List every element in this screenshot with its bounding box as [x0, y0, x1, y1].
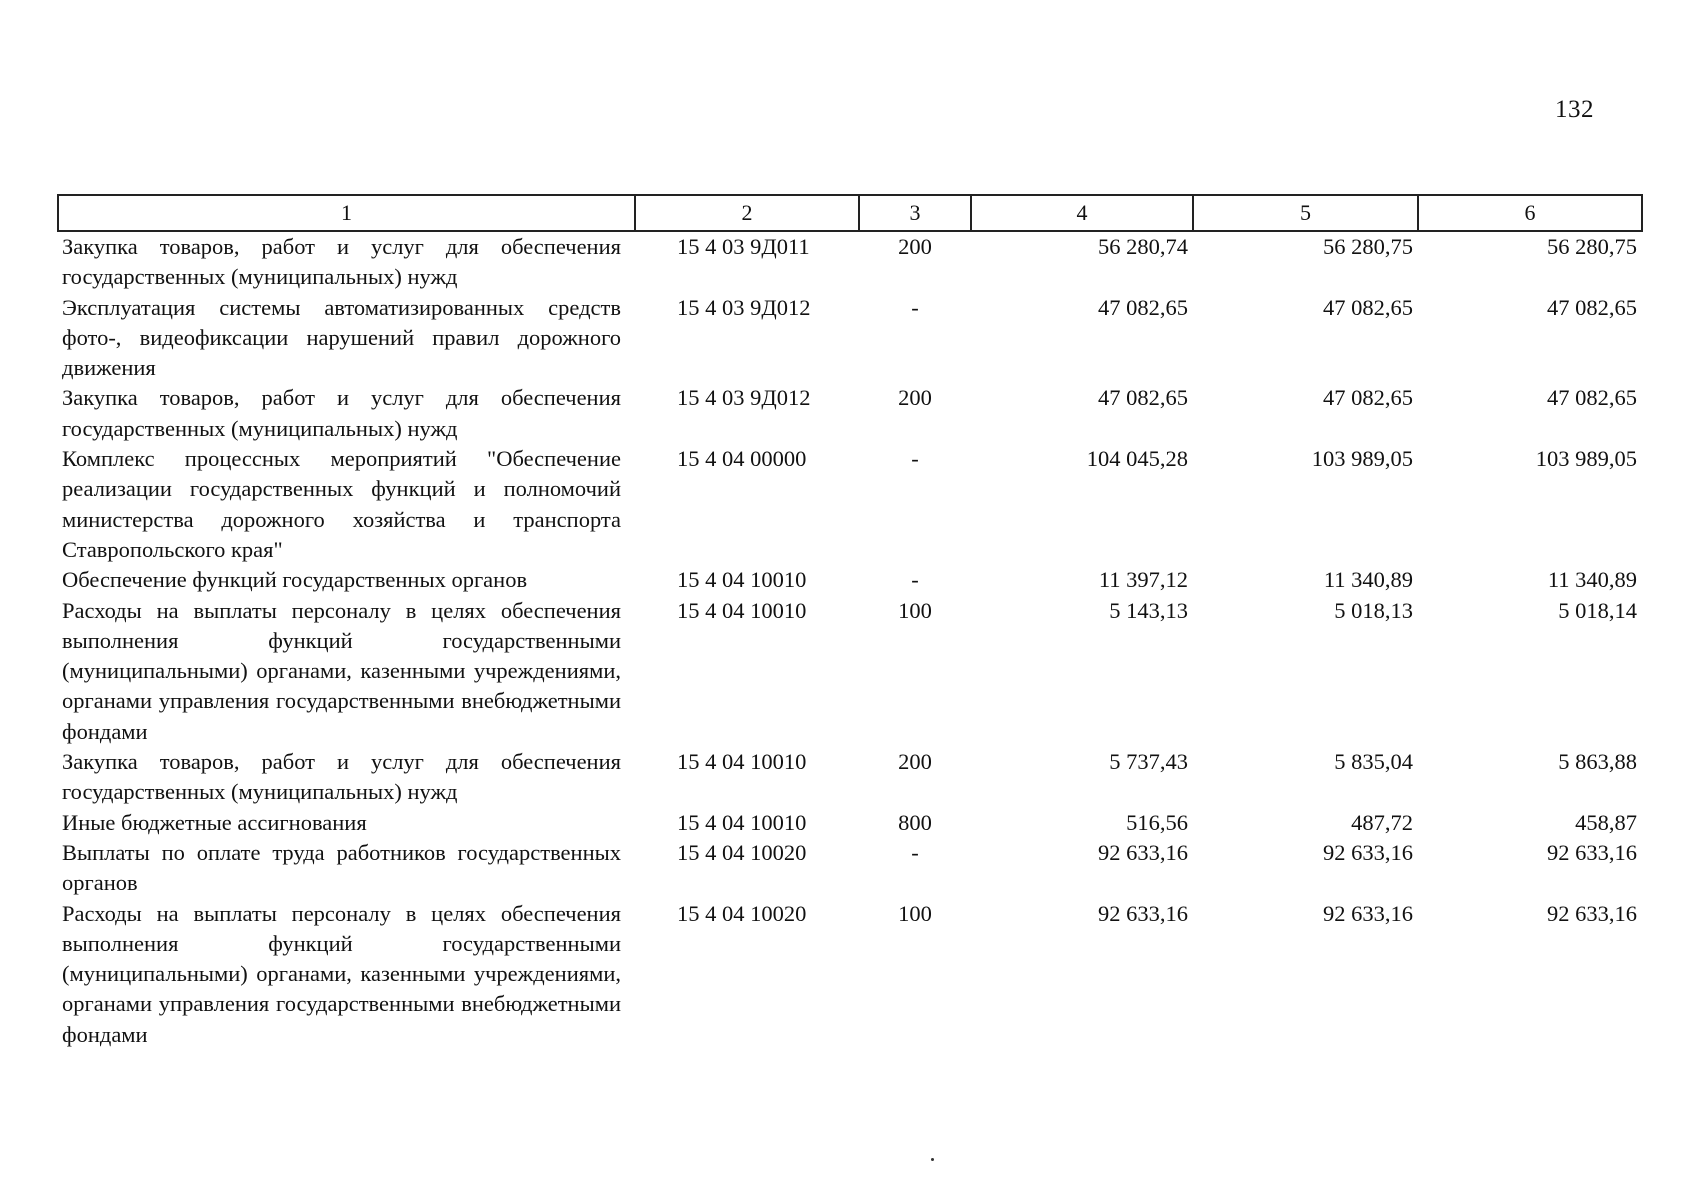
- row-value-1: 92 633,16: [1098, 839, 1188, 865]
- row-name: Расходы на выплаты персоналу в целях обеспечения выполнения функций государственными (муниципальными) органами, казенными учреждениями, органами управления государственными внебюджетными фондами: [62, 597, 621, 744]
- row-value-3: 56 280,75: [1547, 234, 1637, 259]
- column-header-5: 5: [1193, 195, 1418, 231]
- page-number: 132: [1555, 96, 1594, 123]
- row-value-1: 47 082,65: [1098, 294, 1188, 320]
- row-value-1: 47 082,65: [1098, 385, 1188, 411]
- row-code: 15 4 03 9Д011: [677, 234, 810, 259]
- row-expense-type: 200: [898, 385, 932, 411]
- row-value-3: 5 018,14: [1558, 597, 1637, 623]
- column-header-3: 3: [859, 195, 971, 231]
- row-expense-type: -: [911, 294, 919, 320]
- row-name: Закупка товаров, работ и услуг для обеспечения государственных (муниципальных) нужд: [62, 385, 621, 441]
- row-code: 15 4 04 10010: [677, 597, 807, 623]
- row-value-1: 5 737,43: [1109, 749, 1188, 775]
- table-row: [58, 383, 1642, 444]
- row-value-3: 5 863,88: [1558, 749, 1637, 775]
- row-code: 15 4 04 10010: [677, 567, 807, 593]
- row-value-3: 92 633,16: [1547, 900, 1637, 926]
- row-value-2: 92 633,16: [1323, 900, 1413, 926]
- table-header-row: [58, 195, 1642, 231]
- row-value-2: 56 280,75: [1323, 234, 1413, 259]
- table-row: [58, 808, 1642, 838]
- row-value-1: 104 045,28: [1086, 446, 1188, 472]
- table-row: [58, 444, 1642, 565]
- budget-table: [57, 194, 1643, 1050]
- row-name: Закупка товаров, работ и услуг для обеспечения государственных (муниципальных) нужд: [62, 234, 621, 290]
- table-row: [58, 293, 1642, 384]
- row-code: 15 4 04 10020: [677, 839, 807, 865]
- row-expense-type: 100: [898, 900, 932, 926]
- row-value-2: 103 989,05: [1311, 446, 1413, 472]
- row-code: 15 4 04 10020: [677, 900, 807, 926]
- row-name: Выплаты по оплате труда работников государственных органов: [62, 839, 621, 896]
- row-name: Расходы на выплаты персоналу в целях обеспечения выполнения функций государственными (муниципальными) органами, казенными учреждениями, органами управления государственными внебюджетными фондами: [62, 900, 621, 1047]
- row-expense-type: 200: [898, 234, 932, 259]
- row-name: Эксплуатация системы автоматизированных средств фото-, видеофиксации нарушений правил дорожного движения: [62, 294, 621, 381]
- row-value-2: 92 633,16: [1323, 839, 1413, 865]
- row-value-3: 458,87: [1575, 809, 1637, 835]
- row-value-1: 11 397,12: [1098, 567, 1188, 593]
- row-code: 15 4 04 10010: [677, 749, 807, 775]
- row-expense-type: -: [911, 446, 919, 472]
- row-value-3: 11 340,89: [1547, 567, 1637, 593]
- row-expense-type: 100: [898, 597, 932, 623]
- row-value-2: 47 082,65: [1323, 385, 1413, 411]
- row-code: 15 4 03 9Д012: [677, 385, 811, 411]
- row-name: Иные бюджетные ассигнования: [62, 809, 367, 835]
- row-expense-type: 200: [898, 749, 932, 775]
- row-value-3: 47 082,65: [1547, 385, 1637, 411]
- row-name: Обеспечение функций государственных органов: [62, 567, 528, 593]
- column-header-1: 1: [58, 195, 635, 231]
- row-value-3: 103 989,05: [1535, 446, 1637, 472]
- table-row: [58, 596, 1642, 747]
- row-value-1: 5 143,13: [1109, 597, 1188, 623]
- row-code: 15 4 04 00000: [677, 446, 807, 472]
- row-value-1: 516,56: [1126, 809, 1188, 835]
- row-value-2: 11 340,89: [1323, 567, 1413, 593]
- table-row: [58, 899, 1642, 1050]
- row-code: 15 4 03 9Д012: [677, 294, 811, 320]
- row-value-1: 56 280,74: [1098, 234, 1188, 259]
- row-value-2: 47 082,65: [1323, 294, 1413, 320]
- table-row: [58, 231, 1642, 293]
- row-expense-type: -: [911, 567, 919, 593]
- row-value-2: 5 018,13: [1334, 597, 1413, 623]
- row-code: 15 4 04 10010: [677, 809, 807, 835]
- table-row: [58, 747, 1642, 808]
- row-value-3: 47 082,65: [1547, 294, 1637, 320]
- table-row: [58, 838, 1642, 899]
- row-expense-type: 800: [898, 809, 932, 835]
- row-value-3: 92 633,16: [1547, 839, 1637, 865]
- row-value-2: 487,72: [1351, 809, 1413, 835]
- column-header-4: 4: [971, 195, 1193, 231]
- column-header-6: 6: [1418, 195, 1642, 231]
- row-value-2: 5 835,04: [1334, 749, 1413, 775]
- scan-speck: [931, 1158, 934, 1161]
- row-expense-type: -: [911, 839, 919, 865]
- row-name: Закупка товаров, работ и услуг для обеспечения государственных (муниципальных) нужд: [62, 749, 621, 805]
- table-row: [58, 565, 1642, 595]
- row-value-1: 92 633,16: [1098, 900, 1188, 926]
- row-name: Комплекс процессных мероприятий "Обеспечение реализации государственных функций и полномочий министерства дорожного хозяйства и транспорта Ставропольского края": [62, 446, 621, 562]
- column-header-2: 2: [635, 195, 859, 231]
